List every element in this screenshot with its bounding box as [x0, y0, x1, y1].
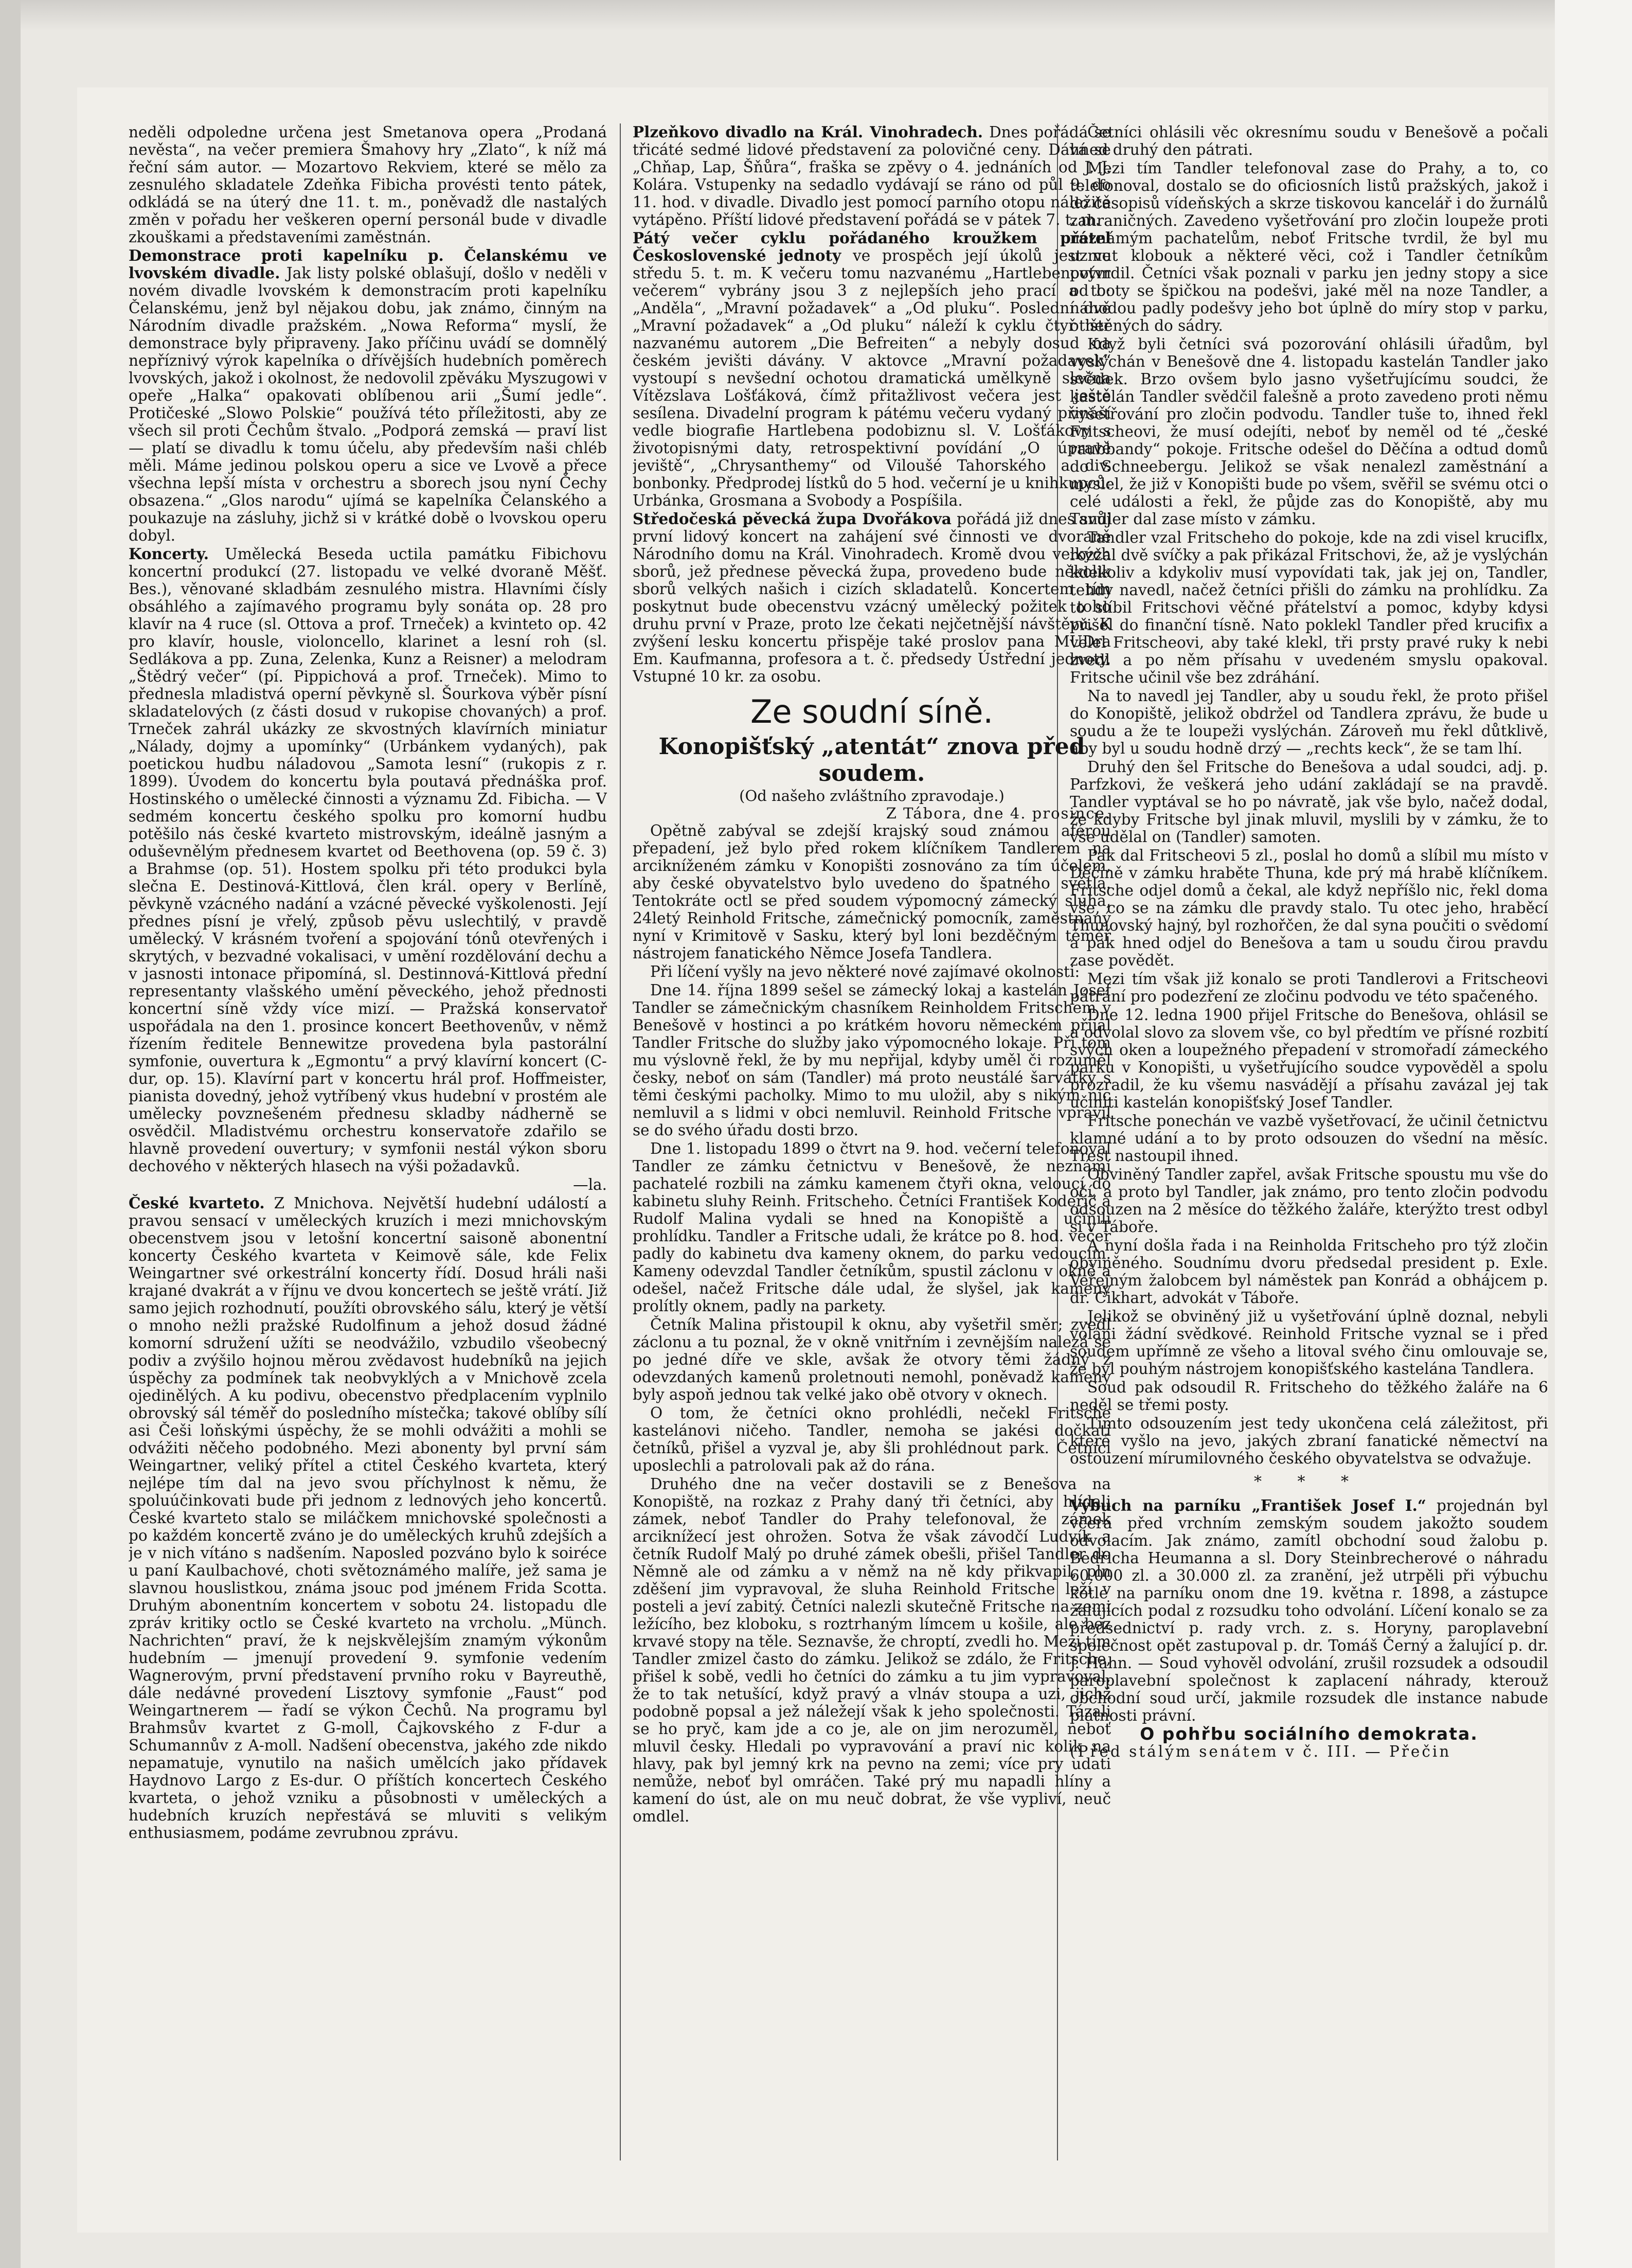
article-heading: O pohřbu sociálního demokrata.: [1140, 1724, 1478, 1744]
author-signature: —la.: [573, 1176, 607, 1193]
article-paragraph: [129, 247, 607, 544]
article-text: ve prospěch její úkolů jest ve středu 5. t. m. K večeru tomu nazvanému „Hartlebenovým večerem“ vybrány jsou 3 z nejlepších jeho prací a to: „Anděla“, „Mravní požadavek“ a „Od pluku“. Poslední dvě „Mravní požadavek“ a „Od pluku“ náleží k cyklu čtyř her nazvanému autorem „Die Befreiten“ a nebyly dosud na českém jevišti dávány. V aktovce „Mravní požadavek“ vystoupí s nevšední ochotou dramatická umělkyně slečna Vítězslava Lošťáková, čímž přitažlivost večera jest ještě sesílena. Divadelní program k pátému večeru vydaný přináší vedle biografie Hartlebena podobiznu sl. V. Lošťákovy s životopisnými daty, retrospektivní povídání „O úpravě jeviště“, „Chrysanthemy“ od Viloušé Tahorského a div. bonbonky. Předprodej lístků do 5 hod. večerní je u knihkupců: Urbánka, Grosmana a Svobody a Pospíšila.: [633, 247, 1111, 509]
article-paragraph: A nyní došla řada i na Reinholda Fritscheho pro týž zločin obviněného. Soudnímu dvoru předsedal president p. Exle. Veřejným žalobcem byl náměstek pan Konrád a obhájcem p. dr. Cikhart, advokát v Táboře.: [1070, 1237, 1548, 1307]
article-paragraph: Na to navedl jej Tandler, aby u soudu řekl, že proto přišel do Konopiště, jelikož obdržel od Tandlera zprávu, že bude u soudu a že te loupeži vyslýchán. Zároveň mu řekl důtklivě, aby byl u soudu hodně drzý — „rechts keck“, že se tam lhí.: [1070, 687, 1548, 757]
article-paragraph: Tímto odsouzením jest tedy ukončena celá záležitost, při které vyšlo na jevo, jakých zbraní fanatické němectví na ostouzení mírumilovného českého obyvatelstva se odvažuje.: [1070, 1415, 1548, 1467]
column-2: [633, 123, 1111, 2181]
article-text: Umělecká Beseda uctila památku Fibichovu koncertní produkcí (27. listopadu ve velké dvoraně Měšť. Bes.), věnované skladbám zesnulého mistra. Hlavními čísly obsáhlého a zajímavého programu byly sonáta op. 28 pro klavír na 4 ruce (sl. Ottova a prof. Trneček) a kvinteto op. 42 pro klavír, housle, violoncello, klarinet a lesní roh (sl. Sedlákova a pp. Zuna, Zelenka, Kunz a Reisner) a melodram „Štědrý večer“ (pí. Pippichová a prof. Trneček). Mimo to přednesla mladistvá operní pěvkyně sl. Šourkova výběr písní skladatelových (z části dosud v rukopise chovaných) a prof. Trneček zahrál ukázky ze skvostných klavírních miniatur „Nálady, dojmy a upomínky“ (Urbánkem vydaných), pak poetickou hudbu náladovou „Samota lesní“ (rukopis z r. 1899). Úvodem do koncertu byla poutavá přednáška prof. Hostinského o umělecké činnosti a významu Zd. Fibicha. — V sedmém koncertu českého spolku pro komorní hudbu potěšilo nás české kvarteto mistrovským, ideálně jasným a oduševnělým přednesem kvartet od Beethovena (op. 59 č. 3) a Brahmse (op. 51). Hostem spolku při této produkci byla slečna E. Destinová-Kittlová, člen král. opery v Berlíně, pěvkyně vzácného nadání a vzácné pěvecké vyškolenosti. Její přednes písní je vřelý, způsob pěvu uslechtilý, v pravdě umělecký. V krásném tvoření a spojování tónů otevřených i skrytých, v bezvadné vokalisaci, v umění rozdělování dechu a v jasnosti intonace připomíná, sl. Destinnová-Kittlová přední representanty vlašského umění pěveckého, jehož přednosti koncertní síně vždy více mizí. — Pražská konservatoř uspořádala na den 1. prosince koncert Beethovenův, v němž řízením ředitele Bennewitze provedena byla pastorální symfonie, ouvertura k „Egmontu“ a prvý klavírní koncert (C-dur, op. 15). Klavírní part v koncertu hrál prof. Hoffmeister, pianista dovedný, jehož vytříbený vkus hudební v prostém ale umělecky povznešeném přednesu skladby nádherně se osvědčil. Mladistvému orchestru konservatoře zdařilo se hlavně provedení ouvertury; v symfonii nestál výkon sboru dechového v některých hlasech na výši požadavků.: [129, 545, 607, 1175]
article-paragraph: Četník Malina přistoupil k oknu, aby vyšetřil směr; zvedl záclonu a tu poznal, že v okně vnitřním i zevnějším nalezá se po jedné díře ve skle, avšak že otvory těmi žádný z odevzdaných kamenů proletnouti nemohl, poněvadž kameny byly aspoň jednou tak velké jako obě otvory v oknech.: [633, 1316, 1111, 1403]
article-paragraph: Tandler vzal Fritscheho do pokoje, kde na zdi visel kruciflx, rozžal dvě svíčky a pak přikázal Fritschovi, že, až je vyslýchán kdekoliv a kdykoliv musí vypovídati tak, jak jej on, Tandler, tehdy navedl, načež četníci přišli do zámku na prohlídku. Za to slíbil Fritschovi věčné přátelství a pomoc, kdyby kdysi přišel do finanční tísně. Nato poklekl Tandler před krucifix a velel Fritscheovi, aby také klekl, tři prsty pravé ruky k nebi zvedl a po něm přísahu v uvedeném smyslu opakoval. Fritsche učinil vše bez zdráhání.: [1070, 529, 1548, 686]
article-paragraph: Dne 1. listopadu 1899 o čtvrt na 9. hod. večerní telefonoval Tandler ze zámku četnictvu v Benešově, že neznámí pachatelé rozbili na zámku kamenem čtyři okna, veloucí do kabinetu sluhy Reinh. Fritscheho. Četníci František Kodeřič a Rudolf Malina vydali se hned na Konopiště a učinili prohlídku. Tandler a Fritsche udali, že krátce po 8. hod. večer padly do kabinetu dva kameny oknem, do parku vedoucím. Kameny odevzdal Tandler četníkům, spustil záclonu v okně a odešel, načež Fritsche dále udal, že slyšel, jak kameny prolítly oknem, padly na parkety.: [633, 1140, 1111, 1315]
article-paragraph: Obviněný Tandler zapřel, avšak Fritsche spoustu mu vše do očí, a proto byl Tandler, jak známo, pro tento zločin podvodu odsouzen na 2 měsíce do těžkého žaláře, kterýžto trest odbyl si v Táboře.: [1070, 1166, 1548, 1236]
article-text: projednán byl včera před vrchním zemským soudem jakožto soudem odvolacím. Jak známo, zamítl obchodní soud žalobu p. Bedřicha Heumanna a sl. Dory Steinbrecherové o náhradu 60.000 zl. a 30.000 zl. za zranění, jež utrpěli při výbuchu kotle na parníku onom dne 19. května r. 1898, a zástupce žalujících podal z rozsudku toho odvolání. Líčení konalo se za předsednictví p. rady vrch. z. s. Horyny, paroplavební společnost opět zastupoval p. dr. Tomáš Černý a žalující p. dr. J. Hahn. — Soud vyhověl odvolání, zrušil rozsudek a odsoudil paroplavební společnost k zaplacení náhrady, kterouž obchodní soud určí, jakmile rozsudek dle instance nabude platnosti právní.: [1070, 1497, 1548, 1724]
article-heading: České kvarteto.: [129, 1194, 265, 1212]
column-3: [1070, 123, 1548, 2181]
article-heading: Výbuch na parníku „František Josef I.“: [1070, 1496, 1426, 1514]
article-paragraph: Druhého dne na večer dostavili se z Benešova na Konopiště, na rozkaz z Prahy daný tři četníci, aby hlídali zámek, neboť Tandler do Prahy telefonoval, že zámek arciknížecí jest ohrožen. Sotva že však závodčí Ludvík a četník Rudolf Malý po druhé zámek obešli, přišel Tandler do Němně ale od zámku a v němž na ně kdy přikvapil, pln zděšení jim vypravoval, že sluha Reinhold Fritsche leží v posteli a jeví zabitý. Četníci nalezli skutečně Fritsche na zemi ležícího, bez kloboku, s roztrhaným límcem u košile, ale bez krvavé stopy na těle. Seznavše, že chroptí, zvedli ho. Mezi tím Tandler zmizel často do zámku. Jelikož se zdálo, že Fritsche, přišel k sobě, vedli ho četníci do zámku a tu jim vypravoval, že to tak netušící, když pravý a vlnáv stoupa a uzi, jichž podobně popsal a jež náležejí však k jeho společnosti. Tázali se ho pryč, kam jde a co je, ale on jim nerozuměl, neboť mluvil česky. Hledali po vypravování a praví nic kolik na hlavy, pak byl jemný krk na pevno na zemi; více pry udati nemůže, neboť byl omráčen. Také prý mu napadli hlíny a kamení do úst, ale on mu neuč dobrat, že vše vypliví, neuč omdlel.: [633, 1475, 1111, 1825]
article-dateline: Z Tábora, dne 4. prosince.: [886, 805, 1111, 822]
article-paragraph: [633, 123, 1111, 228]
article-paragraph: Fritsche ponechán ve vazbě vyšetřovací, že učinil četnictvu klamné udání a to by proto odsouzen do všední na měsíc. Trest nastoupil ihned.: [1070, 1112, 1548, 1165]
article-subtitle: (Od našeho zvláštního zpravodaje.): [739, 787, 1005, 805]
article-heading: Středočeská pěvecká župa Dvořákova: [633, 510, 952, 528]
article-text: Jak listy polské oblašují, došlo v neděli v novém divadle lvovském k demonstracím proti kapelníku Čelanskému, jenž byl nějakou dobu, jak známo, činným na Národním divadle pražském. „Nowa Reforma“ myslí, že demonstrace byly připraveny. Jako příčinu uvádí se domnělý nepříznivý výrok kapelníka o dřívějších hudebních poměrech lvovských, jakož i okolnost, že nedovolil zpěváku Myszugowi v opeře „Halka“ opakovati oblíbenou arii „Šumí jedle“. Protičeské „Slowo Polskie“ používá této příležitosti, aby ze všech sil proti Čechům štvalo. „Podporá zemská — praví list — platí se divadlu k tomu účelu, aby především naši chléb měli. Máme jedinou polskou operu a sice ve Lvově a přece všechna lepší místa v orchestru a sborech jsou nyní Čechy obsazena.“ „Glos narodu“ ujímá se kapelníka Čelanského a poukazuje na zásluhy, jichž si v krátké době o lvovskou operu dobyl.: [129, 264, 607, 544]
article-text: Dnes pořádá se třicáté sedmé lidové představení za polovičné ceny. Dává se „Chňap, Lap, Šňůra“, fraška se zpěvy o 4. jednáních od J. J. Kolára. Vstupenky na sedadlo vydávají se ráno od půl 9. do 11. hod. v divadle. Divadlo jest pomocí parního otopu náležitě vytápěno. Příští lidové představení pořádá se v pátek 7. t. m.: [633, 123, 1111, 228]
article-paragraph: Dne 12. ledna 1900 přijel Fritsche do Benešova, ohlásil se a odvolal slovo za slovem vše, co byl předtím ve přísné rozbití svých oken a loupežného přepadení v stromořadí zámeckého parku v Konopišti, u vyšetřujícího soudce vypověděl a spolu prozradil, že ku všemu nasvádějí a přísahu zavázal jej tak učiniti kastelán konopišťský Josef Tandler.: [1070, 1006, 1548, 1111]
scan-right-margin: [1555, 0, 1632, 2268]
article-paragraph: neděli odpoledne určena jest Smetanova opera „Prodaná nevěsta“, na večer premiera Šmahovy hry „Zlato“, k níž má řeční sám autor. — Mozartovo Rekviem, které se mělo za zesnulého skladatele Zdeňka Fibicha provésti tento pátek, odkládá se na úterý dne 11. t. m., poněvadž dle nastalých změn v pořadu her veškeren operní personál bude v divadle zkouškami a představeními zaměstnán.: [129, 123, 607, 246]
article-paragraph: Když byli četníci svá pozorování ohlásili úřadům, byl vyslýchán v Benešově dne 4. listopadu kastelán Tandler jako svědek. Brzo ovšem bylo jasno vyšetřujícímu soudci, že kastelán Tandler svědčil falešně a proto zavedeno proti němu vyšetřování pro zločin podvodu. Tandler tuše to, ihned řekl Fritscheovi, že musí odejíti, neboť by neměl od té „české raubbandy“ pokoje. Fritsche odešel do Děčína a odtud domů do Schneebergu. Jelikož se však nenalezl zaměstnání a myslel, že již v Konopišti bude po všem, svěřil se svému otci o celé události a řekl, že půjde zas do Konopiště, aby mu Tandler dal zase místo v zámku.: [1070, 335, 1548, 528]
article-paragraph: O tom, že četníci okno prohlédli, nečekl Fritsche kastelánovi ničeho. Tandler, nemoha se jakési dočkati četníků, přišel a vyzval je, aby šli prohlédnout park. Četníci uposlechli a patrolovali pak až do rána.: [633, 1404, 1111, 1474]
scan-left-edge: [0, 0, 21, 2268]
article-paragraph: (Před stálým senátem v č. III. — Přečin: [1070, 1743, 1451, 1760]
article-paragraph: Pak dal Fritscheovi 5 zl., poslal ho domů a slíbil mu místo v Děčíně v zámku hraběte Thuna, kde prý má hrabě klíčníkem. Fritsche odjel domů a čekal, ale když nepříšlo nic, řekl doma vše, co se na zámku dle pravdy stalo. Tu otec jeho, hraběcí Thunovský hajný, byl rozhořčen, že dal syna poučiti o svědomí a pak hned odjel do Benešova a tam u soudu čirou pravdu zase povědět.: [1070, 847, 1548, 969]
article-heading: Koncerty.: [129, 545, 209, 563]
article-paragraph: Při líčení vyšly na jevo některé nové zajímavé okolnosti:: [650, 963, 1080, 980]
article-paragraph: [633, 510, 1111, 685]
article-paragraph: [633, 229, 1111, 509]
article-paragraph: Druhý den šel Fritsche do Benešova a udal soudci, adj. p. Parfzkovi, že veškerá jeho udání zakládají se na pravdě. Tandler vyptával se ho po návratě, jak vše bylo, načež dodal, že kdyby Fritsche byl jinak mluvil, myslili by v zámku, že to vše udělal on (Tandler) samoten.: [1070, 758, 1548, 846]
column-rule: [620, 123, 621, 2160]
article-paragraph: Mezi tím však již konalo se proti Tandlerovi a Fritscheovi pátrání pro podezření ze zločinu podvodu ve této spačeného.: [1070, 970, 1548, 1005]
article-text: pořádá již dnes svůj první lidový koncert na zahájení své činnosti ve dvoraně Národního domu na Král. Vinohradech. Kromě dvou velkých sborů, jež přednese pěvecká župa, provedeno bude několik sborů velkých našich i cizích skladatelů. Koncertem tím poskytnut bude obecenstvu vzácný umělecký požitek toho druhu první v Praze, proto lze čekati nejčetnější návštěvu. K zvýšení lesku koncertu přispěje také proslov pana MUDra Em. Kaufmanna, profesora a t. č. předsedy Ústřední jednoty. Vstupné 10 kr. za osobu.: [633, 510, 1111, 685]
article-heading: Demonstrace proti kapelníku p. Čelanskému ve lvovském divadle.: [129, 246, 607, 282]
article-paragraph: Jelikož se obviněný již u vyšetřování úplně doznal, nebyli voláni žádní svědkové. Reinhold Fritsche vyznal se i před soudem upřímně ze všeho a litoval svého činu omlouvaje se, že byl pouhým nástrojem konopišťského kastelána Tandlera.: [1070, 1308, 1548, 1378]
article-paragraph: Četníci ohlásili věc okresnímu soudu v Benešově a počali hned druhý den pátrati.: [1070, 123, 1548, 158]
article-paragraph: Dne 14. října 1899 sešel se zámecký lokaj a kastelán Josef Tandler se zámečnickým chasníkem Reinholdem Fritschem v Benešově v hostinci a po krátkém hovoru německém přijal Tandler Fritsche do služby jako výpomocného lokaje. Při tom mu výslovně řekl, že by mu nepřijal, kdyby uměl či rozuměl česky, neboť on sám (Tandler) má proto neustálé šarvátky s těmi českými pacholky. Mimo to mu uložil, aby s nikým nic nemluvil a s lidmi v obci nemluvil. Reinhold Fritsche vpravil se do svého úřadu dosti brzo.: [633, 981, 1111, 1139]
section-divider-stars: * * *: [1253, 1473, 1365, 1491]
article-text: Z Mnichova. Největší hudební událostí a pravou sensací v uměleckých kruzích i mezi mnichovským obecenstvem jsou v letošní koncertní saisoně abonentní koncerty Českého kvarteta v Keimově sále, kde Felix Weingartner své orkestrální koncerty řídí. Dosud hráli naši krajané dvakrát a v říjnu ve dvou koncertech se ještě vrátí. Již samo jejich rozhodnutí, použíti obrovského sálu, který je větší o mnoho nežli pražské Rudolfinum a jehož dosud žádné komorní sdružení užíti se neodvážilo, vzbudilo všeobecný podiv a zvýšilo hojnou měrou zvědavost hudebníků na jejich úspěchy za podmínek tak neobvyklých a v Mnichově zcela ojedinělých. A ku podivu, obecenstvo předplacením vyplnilo obrovský sál téměř do posledního místečka; takové oblíby sílí asi Češi loňskými úspěchy, že se mohli odvážiti a mohli se odvážiti něčeho podobného. Mezi abonenty byl první sám Weingartner, veliký přítel a ctitel Českého kvarteta, který nejlépe tím dal na jevo svou příchylnost k němu, že spoluúčinkovati bude při jednom z lednových jeho koncertů. České kvarteto stalo se miláčkem mnichovské společnosti a po každém koncertě zváno je do uměleckých kruhů zdejších a je v nich vítáno s nadšením. Naposled pozváno bylo k soiréce u paní Kaulbachové, choti světoznámého malíře, jež sama je slavnou houslistkou, známa jsouc pod jménem Frida Scotta. Druhým abonentním koncertem v sobotu 24. listopadu dle zpráv kritiky octlo se České kvarteto na vrcholu. „Münch. Nachrichten“ praví, že k nejskvělejším znamým výkonům hudebním — jmenují provedení 9. symfonie vedením Wagnerovým, první představení prvního roku v Bayreuthě, dále nedávné provedení Lisztovy symfonie „Faust“ pod Weingartnerem — řadí se výkon Čechů. Na programu byl Brahmsův kvartet z G-moll, Čajkovského z F-dur a Schumannův z A-moll. Nadšení obecenstva, jakého zde nikdo nepamatuje, vynutilo na našich umělcích jako přídavek Haydnovo Largo z Es-dur. O příštích koncertech Českého kvarteta, o jehož vzniku a působnosti v uměleckých a hudebních kruzích nepřestává se mluviti s velikým enthusiasmem, podáme zevrubnou zprávu.: [129, 1194, 607, 1842]
scan-top-shadow: [0, 0, 1632, 31]
article-paragraph: Soud pak odsoudil R. Fritscheho do těžkého žaláře na 6 neděl se třemi posty.: [1070, 1379, 1548, 1414]
article-paragraph: [129, 1194, 607, 1842]
column-1: [129, 123, 607, 2181]
article-heading: Plzeňkovo divadlo na Král. Vinohradech.: [633, 123, 983, 141]
section-heading: Ze soudní síně.: [750, 693, 994, 730]
article-title: Konopišťský „atentát“ znova před soudem.: [658, 734, 1085, 787]
article-paragraph: [129, 545, 607, 1175]
article-paragraph: Opětně zabýval se zdejší krajský soud známou aférou přepadení, jež bylo před rokem klíčníkem Tandlerem na arcikníženém zámku v Konopišti zosnováno za tím účelem, aby české obyvatelstvo bylo uvedeno do špatného světla. Tentokráte octl se před soudem výpomocný zámecký sluha, 24letý Reinhold Fritsche, zámečnický pomocník, zaměstnaný nyní v Krimitově v Sasku, který byl loni bezděčným téměř nástrojem fanatického Němce Josefa Tandlera.: [633, 822, 1111, 962]
article-heading: Pátý večer cyklu pořádaného kroužkem přátel Československé jednoty: [633, 229, 1111, 264]
article-paragraph: Mezi tím Tandler telefonoval zase do Prahy, a to, co telefonoval, dostalo se do oficiosních listů pražských, jakož i do časopisů vídeňských a skrze tiskovou kancelář i do žurnálů zahraničných. Zavedeno vyšetřování pro zločin loupeže proti neznámým pachatelům, neboť Fritsche tvrdil, že byl mu uzmut klobouk a některé věci, což i Tandler četníkům potvrdil. Četníci však poznali v parku jen jedny stopy a sice od boty se špičkou na podešvi, jaké měl na noze Tandler, a náhodou padly podešvy jeho bot úplně do míry stop v parku, otištěných do sádry.: [1070, 159, 1548, 334]
article-paragraph: [1070, 1497, 1548, 1724]
